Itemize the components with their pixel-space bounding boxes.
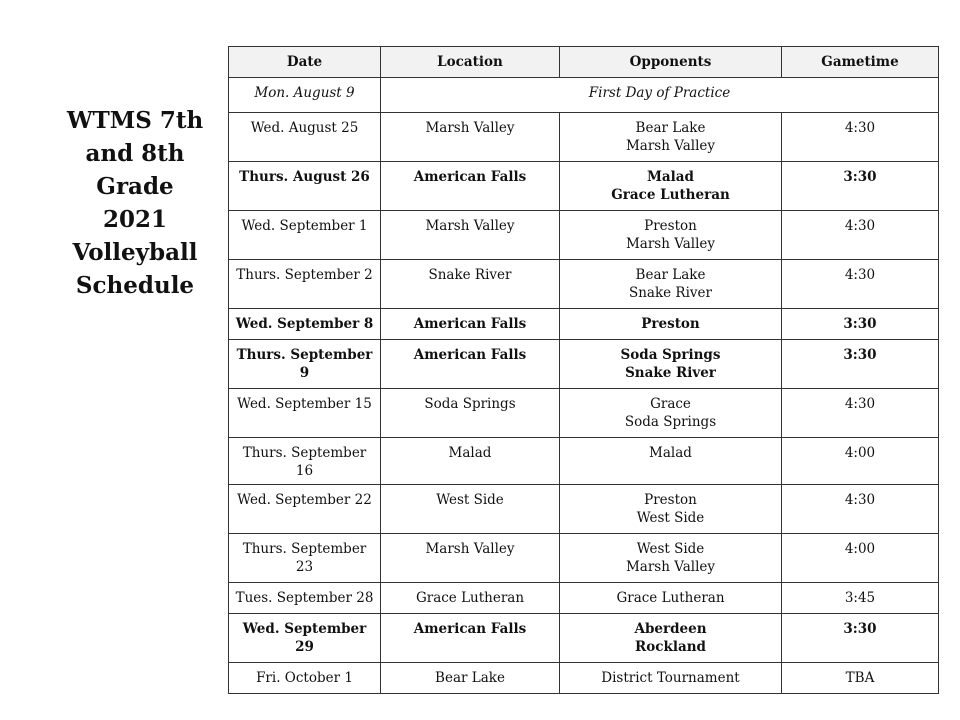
opponent-name: Preston [641,316,700,332]
date-cell [229,260,381,309]
opponents-cell [560,340,782,389]
title-line: Schedule [75,272,195,299]
opponent-name: Bear Lake [635,267,706,283]
date-line: Wed. August 25 [250,120,359,136]
date-cell [229,583,381,614]
schedule-table [228,46,939,694]
table-row [229,78,939,113]
date-cell [229,614,381,663]
opponent-name: Snake River [628,285,712,301]
gametime-cell: 4:30 [782,211,939,260]
opponents-cell [560,614,782,663]
opponents-cell [560,260,782,309]
table-row [229,485,939,534]
date-cell [229,389,381,438]
table-row [229,211,939,260]
location-cell: West Side [381,485,560,534]
date-line: Fri. October 1 [256,670,353,686]
opponents-cell [560,663,782,694]
table-row [229,614,939,663]
opponent-name: Preston [644,492,697,508]
location-cell: Marsh Valley [381,534,560,583]
column-header-opponents: Opponents [560,47,782,78]
date-line: Wed. September 22 [237,492,372,508]
opponents-cell [560,309,782,340]
opponents-cell [560,438,782,485]
date-cell [229,309,381,340]
gametime-cell: 4:30 [782,389,939,438]
schedule-title [52,104,218,302]
column-header-gametime: Gametime [782,47,939,78]
location-cell: Marsh Valley [381,113,560,162]
table-row [229,340,939,389]
opponent-name: Soda Springs [620,347,721,363]
table-row [229,663,939,694]
gametime-cell: 4:00 [782,534,939,583]
table-row [229,534,939,583]
date-line: 29 [295,639,314,655]
opponent-name: Aberdeen [634,621,707,637]
title-line: Volleyball [72,239,198,266]
opponent-name: Grace Lutheran [616,590,725,606]
gametime-cell: 3:30 [782,309,939,340]
table-row [229,309,939,340]
title-line: and 8th [85,140,185,167]
location-cell: Snake River [381,260,560,309]
opponent-name: Malad [649,445,692,461]
note-cell: First Day of Practice [381,78,939,113]
date-cell [229,113,381,162]
date-cell [229,663,381,694]
opponent-name: Marsh Valley [625,559,716,575]
opponents-cell [560,211,782,260]
location-cell: American Falls [381,309,560,340]
gametime-cell: 4:00 [782,438,939,485]
date-line: Thurs. September [236,347,373,363]
opponents-cell [560,162,782,211]
location-cell: Soda Springs [381,389,560,438]
column-header-location: Location [381,47,560,78]
opponent-name: Malad [646,169,694,185]
location-cell: American Falls [381,340,560,389]
table-row [229,438,939,485]
date-cell [229,438,381,485]
opponent-name: Bear Lake [635,120,706,136]
opponent-name: Soda Springs [624,414,717,430]
date-cell [229,534,381,583]
gametime-cell: 3:30 [782,614,939,663]
opponents-cell [560,534,782,583]
date-line: Thurs. September 23 [242,541,367,575]
opponents-cell [560,389,782,438]
opponent-name: West Side [636,510,705,526]
location-cell: Grace Lutheran [381,583,560,614]
opponents-cell [560,485,782,534]
location-cell: American Falls [381,162,560,211]
date-line: Thurs. August 26 [239,169,370,185]
table-row [229,389,939,438]
table-row [229,162,939,211]
date-cell [229,211,381,260]
date-line: Thurs. September 16 [242,445,367,479]
date-line: Thurs. September 2 [236,267,373,283]
date-cell: Mon. August 9 [229,78,381,113]
opponents-cell [560,113,782,162]
column-header-date: Date [229,47,381,78]
header-row [229,47,939,78]
opponent-name: West Side [636,541,705,557]
location-cell: Marsh Valley [381,211,560,260]
gametime-cell: 4:30 [782,260,939,309]
title-line: 2021 [102,206,167,233]
date-line: Wed. September 15 [237,396,372,412]
gametime-cell: 4:30 [782,485,939,534]
date-cell [229,340,381,389]
date-cell [229,485,381,534]
opponent-name: Rockland [635,639,706,655]
opponent-name: Grace Lutheran [611,187,730,203]
opponent-name: Grace [650,396,691,412]
opponent-name: Marsh Valley [625,138,716,154]
gametime-cell: 3:30 [782,162,939,211]
title-line: Grade [96,173,174,200]
date-line: Wed. September [242,621,367,637]
opponent-name: Marsh Valley [625,236,716,252]
table-row [229,260,939,309]
gametime-cell: 4:30 [782,113,939,162]
date-cell [229,162,381,211]
gametime-cell: TBA [782,663,939,694]
date-line: Wed. September 8 [235,316,374,332]
location-cell: Malad [381,438,560,485]
date-line: 9 [299,365,310,381]
opponent-name: District Tournament [601,670,740,686]
table-row [229,113,939,162]
location-cell: American Falls [381,614,560,663]
opponent-name: Preston [644,218,697,234]
opponents-cell [560,583,782,614]
location-cell: Bear Lake [381,663,560,694]
gametime-cell: 3:30 [782,340,939,389]
table-row [229,583,939,614]
date-line: Wed. September 1 [241,218,368,234]
date-line: Tues. September 28 [235,590,374,606]
gametime-cell: 3:45 [782,583,939,614]
title-line: WTMS 7th [66,107,204,134]
opponent-name: Snake River [625,365,716,381]
